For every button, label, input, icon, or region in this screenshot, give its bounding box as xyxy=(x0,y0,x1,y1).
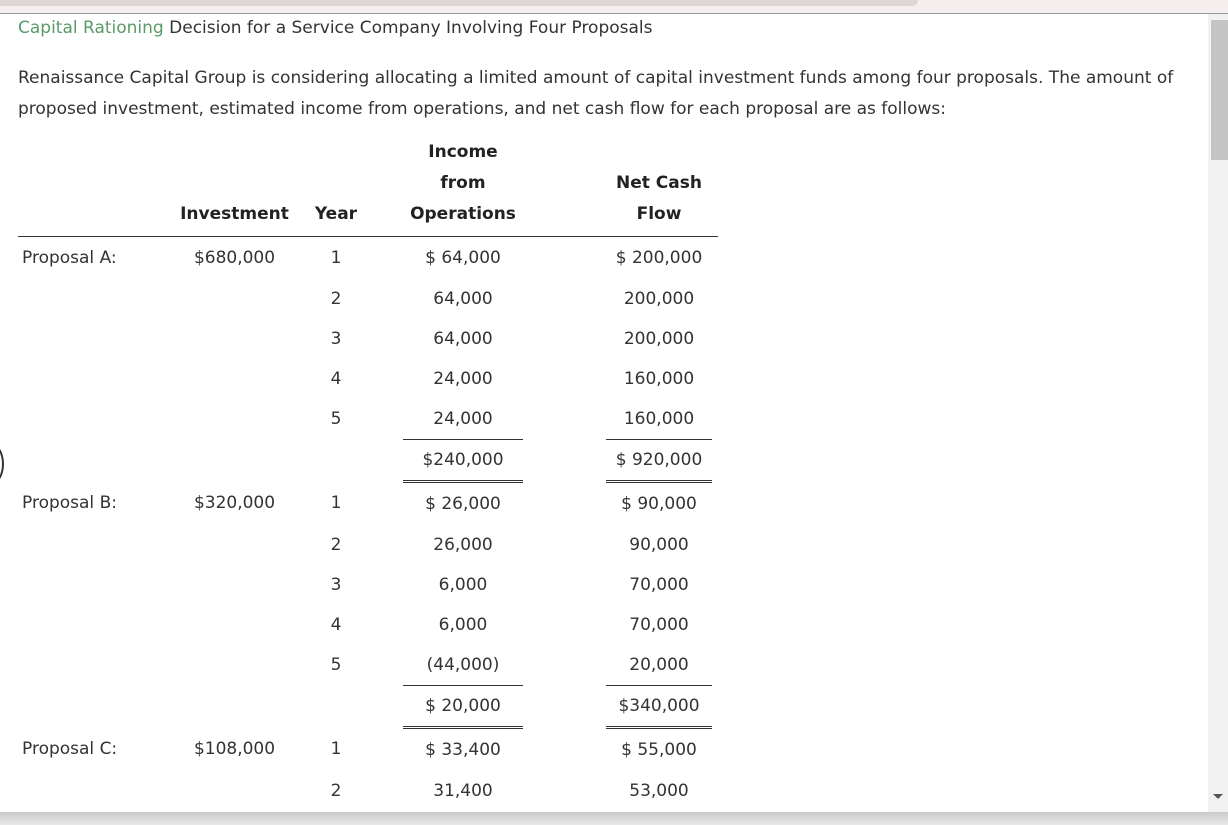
header-blank xyxy=(18,137,162,237)
cash-cell: 90,000 xyxy=(629,535,689,555)
cash-cell: 200,000 xyxy=(623,289,695,309)
header-cash-line1: Net Cash xyxy=(616,173,702,193)
income-cell: 24,000 xyxy=(433,369,493,389)
cash-cell: 70,000 xyxy=(629,615,689,635)
year-cell: 1 xyxy=(330,493,342,514)
year-cell: 3 xyxy=(330,575,342,595)
year-cell: 2 xyxy=(330,781,342,801)
table-row xyxy=(18,525,718,565)
table-row xyxy=(18,279,718,319)
table-row xyxy=(18,482,718,526)
income-cell: 26,000 xyxy=(433,535,493,555)
income-cell: (44,000) xyxy=(403,645,523,686)
table-row xyxy=(18,605,718,645)
intro-paragraph: Renaissance Capital Group is considering allocating a limited amount of capital investment funds among four proposals. The amount of proposed investment, estimated income from operations, and net cash flow for each proposal are as follows: xyxy=(18,68,1174,119)
proposal-label: Proposal A: xyxy=(22,248,117,268)
year-cell: 2 xyxy=(330,535,342,555)
income-cell: 24,000 xyxy=(403,399,523,440)
proposal-label: Proposal C: xyxy=(22,739,118,760)
header-income-line2: from xyxy=(440,173,486,193)
header-investment: Investment xyxy=(162,137,307,237)
scroll-down-arrow-icon[interactable] xyxy=(1213,794,1223,799)
title-text: Decision for a Service Company Involving Four Proposals xyxy=(163,18,653,38)
income-cell: 64,000 xyxy=(433,329,493,349)
investment-amount: $320,000 xyxy=(193,493,276,514)
problem-title xyxy=(18,18,653,38)
year-cell: 5 xyxy=(330,655,342,676)
table-row xyxy=(18,728,718,772)
table-row xyxy=(18,359,718,399)
investment-amount: $680,000 xyxy=(193,248,276,268)
table-row xyxy=(18,399,718,440)
year-cell: 3 xyxy=(330,329,342,349)
year-cell: 2 xyxy=(330,289,342,309)
bottom-bar xyxy=(0,812,1228,825)
header-cash xyxy=(606,137,712,237)
income-cell: 6,000 xyxy=(438,575,488,595)
table-row xyxy=(18,237,718,280)
year-cell: 4 xyxy=(330,369,342,389)
total-row xyxy=(18,440,718,482)
table-row xyxy=(18,771,718,811)
income-cell: $ 26,000 xyxy=(425,494,501,514)
total-row xyxy=(18,686,718,728)
income-cell: 6,000 xyxy=(438,615,488,635)
header-row xyxy=(18,137,718,237)
top-tab-edge xyxy=(0,0,918,6)
cash-cell: 160,000 xyxy=(623,369,695,389)
income-cell: $ 64,000 xyxy=(425,248,501,268)
cash-cell: 200,000 xyxy=(623,329,695,349)
income-cell: $ 33,400 xyxy=(425,740,501,760)
cash-cell: 20,000 xyxy=(606,645,712,686)
total-income: $240,000 xyxy=(403,440,523,482)
year-cell: 1 xyxy=(330,739,342,760)
content-area xyxy=(0,14,1208,812)
table-row xyxy=(18,645,718,686)
year-cell: 1 xyxy=(330,248,342,268)
cash-cell: 53,000 xyxy=(629,781,689,801)
cash-cell: $ 55,000 xyxy=(621,740,697,760)
header-year: Year xyxy=(307,137,365,237)
table-row xyxy=(18,319,718,359)
proposal-table xyxy=(18,137,718,811)
header-income-line3: Operations xyxy=(410,204,516,224)
cash-cell: $ 200,000 xyxy=(615,248,703,268)
title-link[interactable]: Capital Rationing xyxy=(18,18,164,38)
cash-cell: 160,000 xyxy=(606,399,712,440)
table-row xyxy=(18,565,718,605)
income-cell: 31,400 xyxy=(433,781,493,801)
header-cash-line2: Flow xyxy=(636,204,682,224)
total-cash: $340,000 xyxy=(606,686,712,728)
proposal-label: Proposal B: xyxy=(22,493,117,514)
year-cell: 4 xyxy=(330,615,342,635)
investment-amount: $108,000 xyxy=(193,739,276,760)
header-income-line1: Income xyxy=(428,142,498,162)
cash-cell: $ 90,000 xyxy=(621,494,697,514)
cash-cell: 70,000 xyxy=(629,575,689,595)
income-cell: 64,000 xyxy=(433,289,493,309)
total-cash: $ 920,000 xyxy=(606,440,712,482)
total-income: $ 20,000 xyxy=(403,686,523,728)
scrollbar-thumb[interactable] xyxy=(1211,20,1228,160)
year-cell: 5 xyxy=(330,409,342,430)
header-income xyxy=(403,137,523,237)
